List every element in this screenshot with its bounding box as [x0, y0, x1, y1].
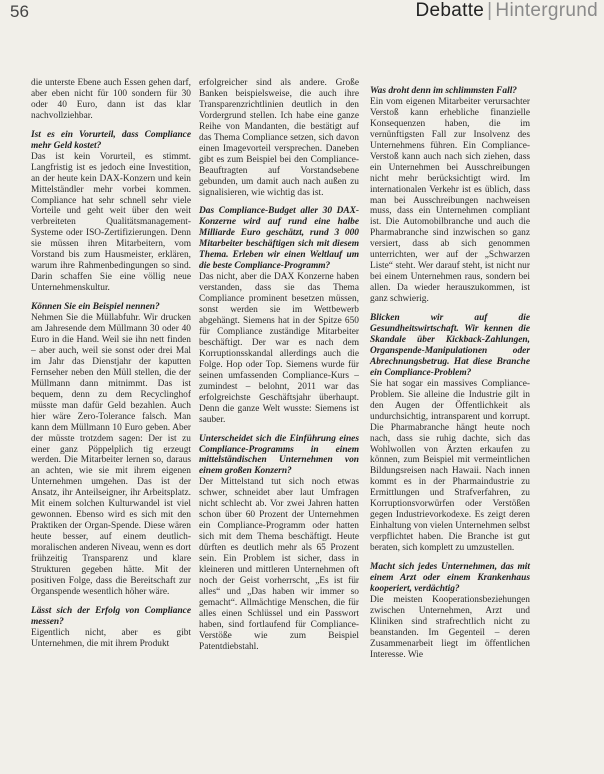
- question-heading: Können Sie ein Beispiel nennen?: [31, 302, 160, 313]
- question-heading: Ist es ein Vorurteil, dass Compliance mehr Geld kostet?: [31, 129, 191, 151]
- body-paragraph: Eigentlich nicht, aber es gibt Unternehmen, die mit ihrem Produkt: [31, 627, 191, 649]
- body-paragraph: Die meisten Kooperationsbeziehungen zwischen Unternehmen, Arzt und Kliniken sind strafrechtlich nicht zu beanstanden. Im Gegenteil – deren Zusammenarbeit liegt im öffentlichen Interesse. Wie: [370, 594, 530, 660]
- body-paragraph: Das ist kein Vorurteil, es stimmt. Langfristig ist es jedoch eine Investition, an der heute kein DAX-Konzern und kein Mittelständler mehr vorbei kommen. Compliance hat sehr schnell sehr viele Vorteile und geht weit über den weit verbreiteten Qualitätsmanagement-Systeme oder ISO-Zertifizierungen. Denn sie müssen ihren Mitarbeitern, vom Vorstand bis zum Hausmeister, erklären, warum ihre Rahmenbedingungen so sind. Darin schaffen Sie eine völlig neue Unternehmenskultur.: [31, 151, 191, 294]
- question-heading: Macht sich jedes Unternehmen, das mit einem Arzt oder einem Krankenhaus kooperiert, verdächtig?: [370, 562, 530, 594]
- question-heading: Das Compliance-Budget aller 30 DAX-Konzerne wird auf rund eine halbe Milliarde Euro geschätzt, rund 3 000 Mitarbeiter beschäftigen sich mit diesem Thema. Erleben wir einen Weltlauf um die beste Compliance-Programm?: [199, 206, 359, 272]
- text-column-3: [370, 78, 530, 661]
- section-title: Debatte: [415, 0, 485, 21]
- question-heading: Unterscheidet sich die Einführung eines Compliance-Programms in einem mittelständischen Unternehmen von einem großen Konzern?: [199, 433, 359, 477]
- header-separator: |: [487, 0, 493, 21]
- page-header: [416, 0, 598, 22]
- body-paragraph: Der Mittelstand tut sich noch etwas schwer, schneidet aber laut Umfragen nicht schlecht ab. Vor zwei Jahren hatten schon über 60 Prozent der Unternehmen ein Compliance-Programm oder hatten sich mit dem Thema beschäftigt. Heute dürften es deutlich mehr als 65 Prozent sein. Ein Problem ist sicher, dass in kleineren und mittleren Unternehmen oft noch der Geist vorherrscht, „Es ist für alles“ und „Das haben wir immer so gemacht“. Allmächtige Menschen, die für alles einen Schlüssel und ein Passwort haben, sind fortlaufend für Compliance-Verstöße wie zum Beispiel Patentdiebstahl.: [199, 477, 359, 652]
- question-heading: Was droht denn im schlimmsten Fall?: [370, 86, 517, 96]
- body-paragraph: Ein vom eigenen Mitarbeiter verursachter Verstoß kann erhebliche finanzielle Konsequenzen haben, die im vernünftigsten Fall zur Insolvenz des Unternehmens führen. Ein Compliance-Verstoß kann auch nach sich ziehen, dass ein Unternehmen bei Ausschreibungen nicht mehr berücksichtigt wird. Im internationalen Verkehr ist es üblich, dass man bei Ausschreibungen nachweisen muss, dass ein Unternehmen compliant ist. Die Automobilbranche und auch die Pharmabranche sind inzwischen so ganz versiert, dass ab sich genommen unterrichten, wer auf der „Schwarzen Liste“ steht. Wer darauf steht, ist nicht nur bei einem Unternehmen raus, sondern bei allen. Da wieder herauszukommen, ist ganz schwierig.: [370, 96, 530, 305]
- text-column-2: [199, 78, 359, 653]
- page-number: 56: [10, 2, 29, 21]
- body-paragraph: die unterste Ebene auch Essen gehen darf, aber eben nicht für 100 sondern für 30 oder 40 Euro, dann ist das klar nachvollziehbar.: [31, 78, 191, 121]
- question-heading: Blicken wir auf die Gesundheitswirtschaft. Wir kennen die Skandale über Kickback-Zahlungen, Organspende-Manipulationen oder Abrechnungsbetrug. Hat diese Branche ein Compliance-Problem?: [370, 313, 530, 378]
- text-column-1: [31, 78, 191, 650]
- body-paragraph: erfolgreicher sind als andere. Große Banken beispielsweise, die auch ihre Transparenzrichtlinien deutlich in den Vordergrund stellen. Ich habe eine ganze Reihe von Mandanten, die bestätigt auf das Thema Compliance setzen, sich davon einen Imagevorteil versprechen. Daneben gibt es zum Beispiel bei den Compliance-Beauftragten auf Vorstandsebene gebunden, um damit auch nach außen zu signalisieren, wie wichtig das ist.: [199, 78, 359, 198]
- body-paragraph: Das nicht, aber die DAX Konzerne haben verstanden, dass sie das Thema Compliance prominent besetzen müssen, sonst werden sie im Wettbewerb abgehängt. Siemens hat in der Spitze 650 für Compliance zuständige Mitarbeiter beschäftigt. Der war es nach dem Korruptionsskandal allerdings auch die Folge. Hop oder Top. Siemens wurde für seinen umfassenden Compliance-Kurs – zumindest – belohnt, 2011 war das erfolgreichste Geschäftsjahr überhaupt. Denn die ganze Welt wusste: Siemens ist sauber.: [199, 272, 359, 425]
- body-paragraph: Nehmen Sie die Müllabfuhr. Wir drucken am Jahresende dem Müllmann 30 oder 40 Euro in die Hand. Weil sie ihn nett finden – aber auch, weil sie sonst oder drei Mal im Jahr das Dienstjahr der kaputten Fernseher neben den Müll stellen, die der Müllmann dann mitnimmt. Das ist bequem, denn zu dem Recyclinghof müsste man dafür Geld bezahlen. Auch hier wäre Zero-Tolerance falsch. Man kann dem Müllmann 10 Euro geben. Aber der müsste trotzdem sagen: Der ist zu einer ganz Pöppelplich tig erzeugt werden. Die Mitarbeiter lernen so, daraus an achten, wie sie mit ihrem eigenen Unternehmen umgehen. Das ist der Ansatz, ihr Anteilseigner, ihr Arbeitsplatz. Mit einem solchen Kulturwandel ist viel gewonnen. Ebenso wird es sich mit den Praktiken der Organ-Spende. Diese wären heute besser, auf einem deutlich-moralischen anderen Niveau, wenn es dort frühzeitig Transparenz und klare Strukturen gegeben hätte. Mit der positiven Folge, dass die Bereitschaft zur Organspende wesentlich höher wäre.: [31, 313, 191, 597]
- body-paragraph: Sie hat sogar ein massives Compliance-Problem. Sie alleine die Industrie gilt in den Augen der Öffentlichkeit als undurchsichtig, intransparent und korrupt. Die Pharmabranche hängt heute noch nach, dass sie ruhig dachte, sich das Wohlwollen von Ärzten erkaufen zu können, zum Beispiel mit vermeintlichen Bildungsreisen nach Hawaii. Nach innen kommt es in der Pharmaindustrie zu Ermittlungen und Strafverfahren, zu Korruptionsvorwürfen oder Verstößen gegen Industrievorkodexe. Es zeigt deren Einhaltung von vielen Unternehmen selbst verpflichtet haben. Die Branche ist gut beraten, sich komplett zu umzustellen.: [370, 378, 530, 554]
- question-heading: Lässt sich der Erfolg von Compliance messen?: [31, 605, 191, 627]
- subsection-title: Hintergrund: [495, 0, 598, 21]
